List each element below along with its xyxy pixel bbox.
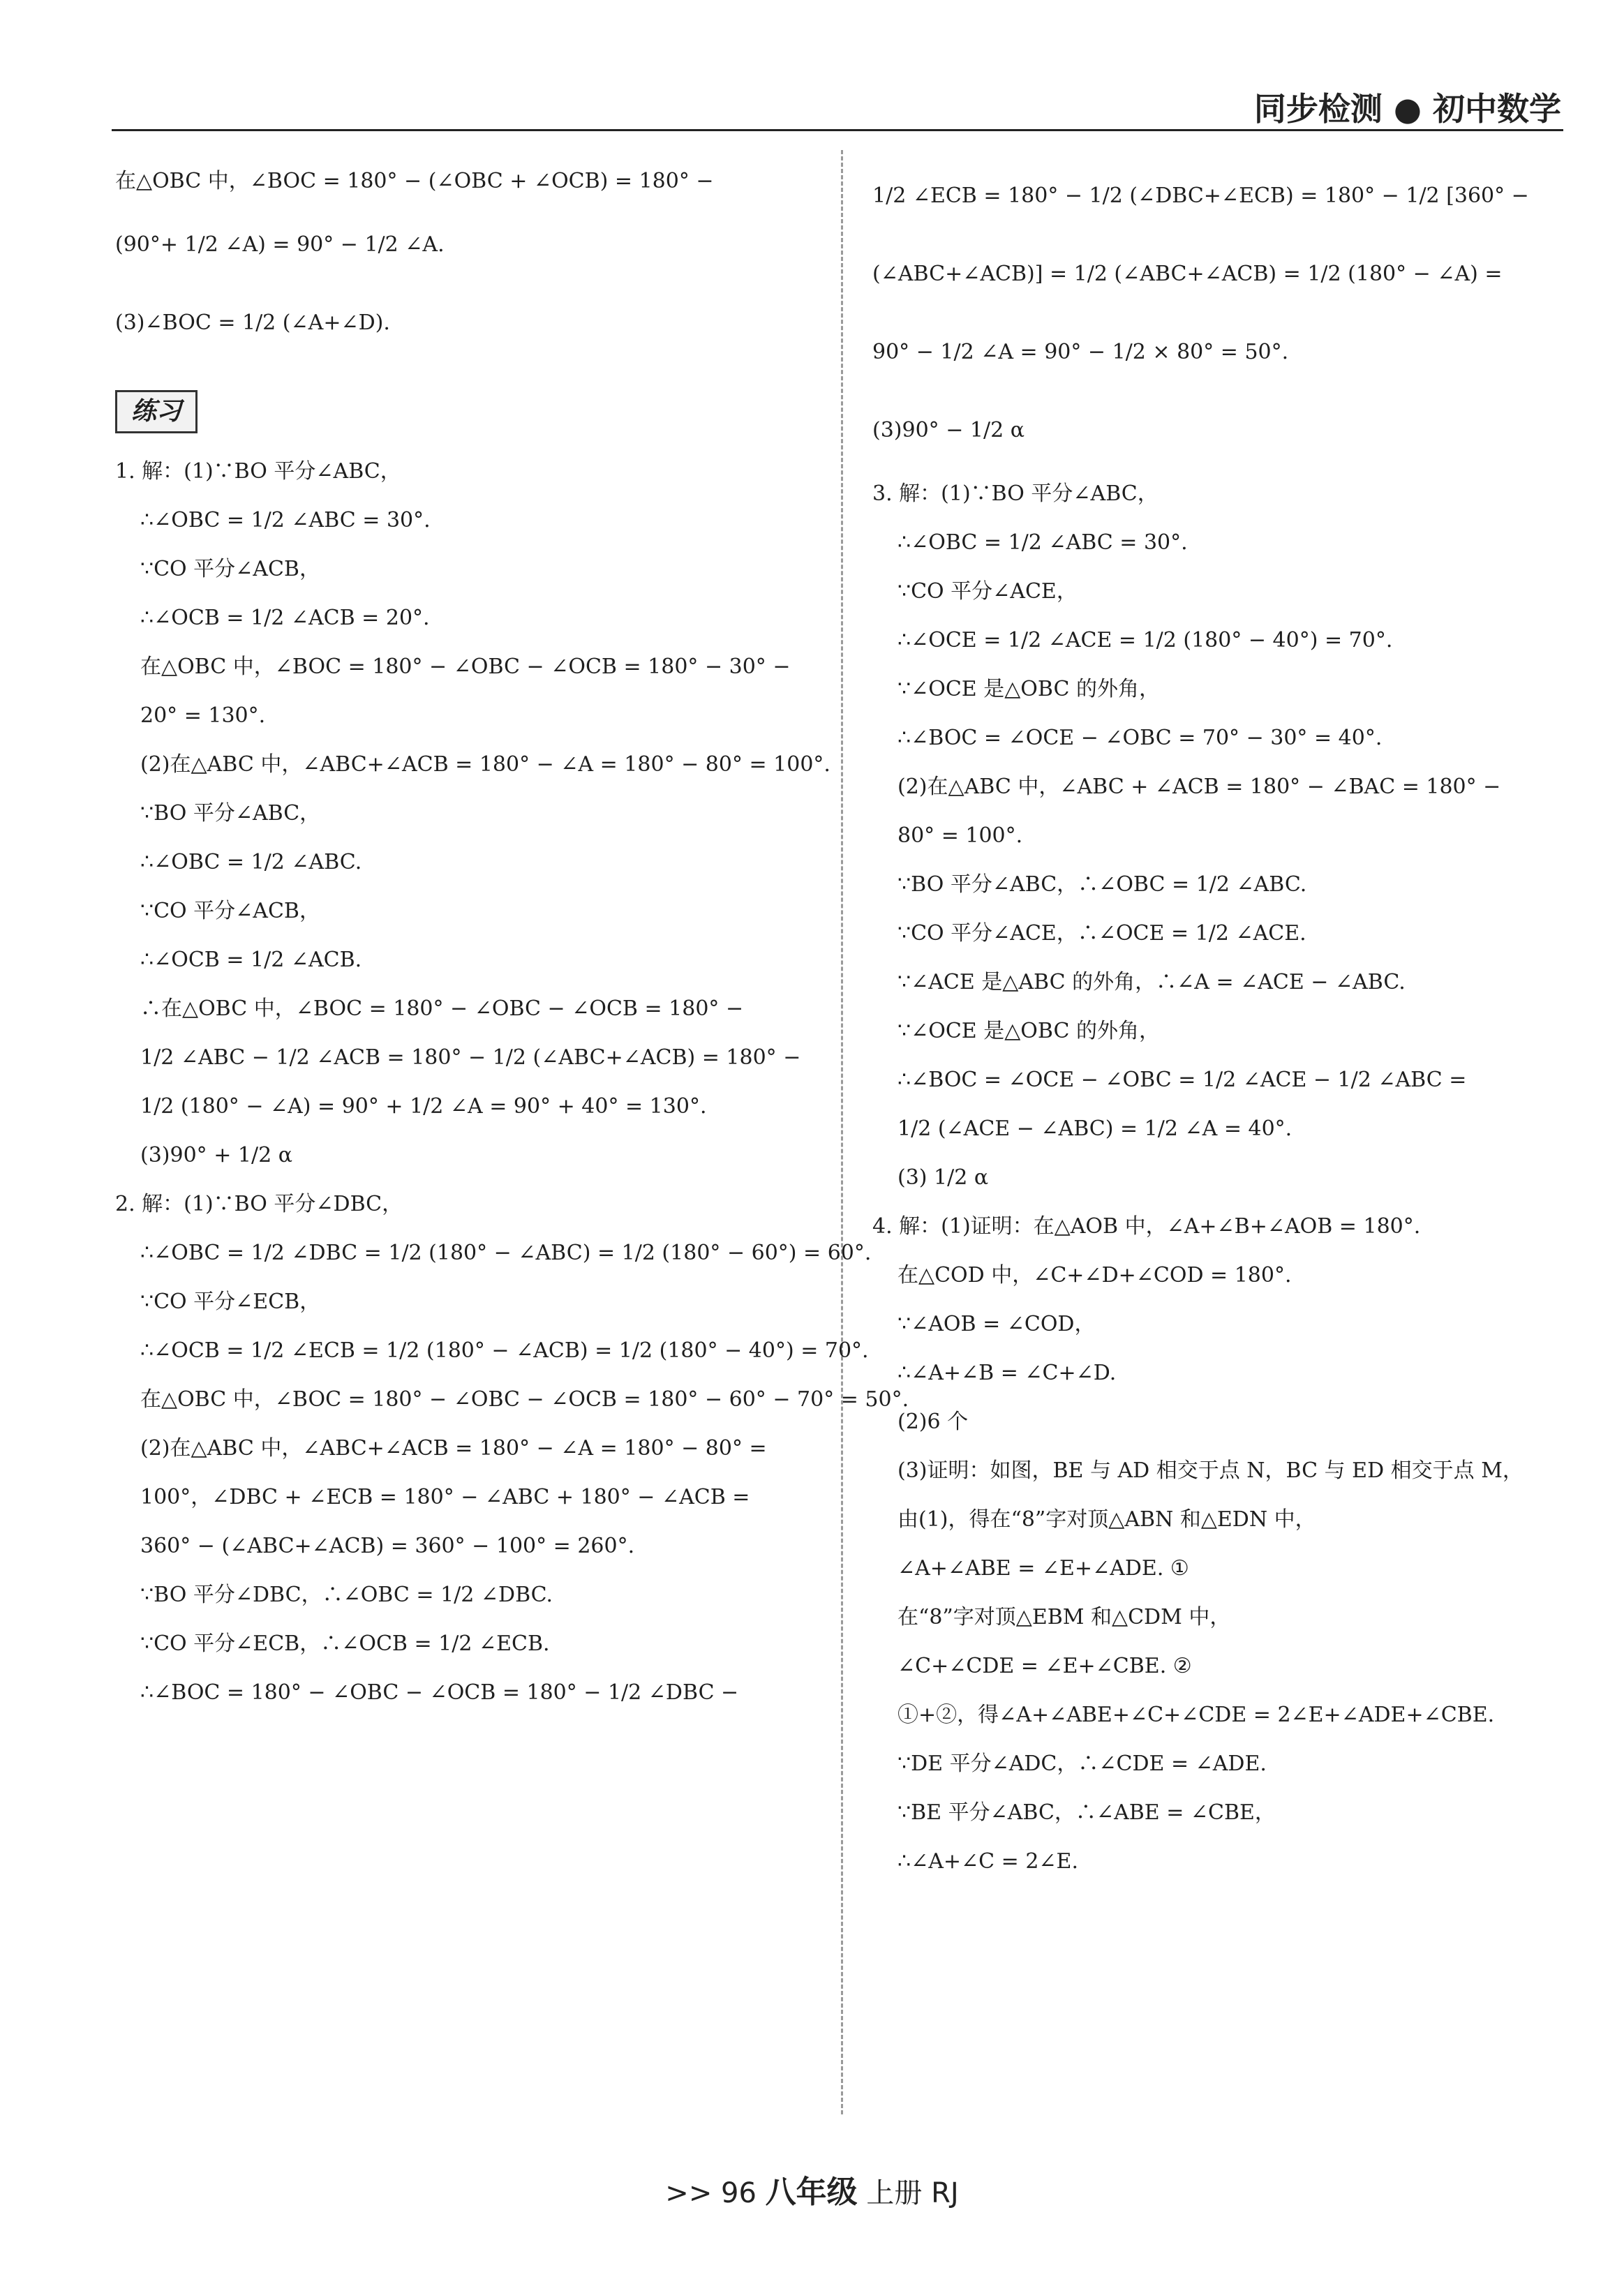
volume-label: 上册 [866,2177,923,2209]
text-line: ∴∠OCE = 1/2 ∠ACE = 1/2 (180° − 40°) = 70°. [897,628,1393,652]
text-line: ∠A+∠ABE = ∠E+∠ADE. ① [897,1556,1189,1581]
text-line: 在△COD 中，∠C+∠D+∠COD = 180°. [897,1263,1292,1287]
header-title-text: 同步检测 ● 初中数学 [1253,90,1561,128]
text-line: (3)90° + 1/2 α [140,1143,292,1167]
text-line: ∴∠OBC = 1/2 ∠ABC = 30°. [140,508,431,532]
text-line: ∵DE 平分∠ADC，∴∠CDE = ∠ADE. [897,1752,1267,1776]
text-line: (2)在△ABC 中，∠ABC + ∠ACB = 180° − ∠BAC = 180° − [897,775,1501,799]
text-line: ∵∠OCE 是△OBC 的外角， [897,1019,1160,1043]
text-line: 在△OBC 中，∠BOC = 180° − (∠OBC + ∠OCB) = 180° − [115,169,714,193]
text-line: ∴∠OCB = 1/2 ∠ACB = 20°. [140,606,430,630]
text-line: 由(1)，得在“8”字对顶△ABN 和△EDN 中， [897,1507,1316,1532]
text-line: ∵∠ACE 是△ABC 的外角，∴∠A = ∠ACE − ∠ABC. [897,970,1406,994]
page-footer [0,2167,1624,2211]
text-line: ∴∠OBC = 1/2 ∠ABC. [140,850,362,874]
text-line: 在△OBC 中，∠BOC = 180° − ∠OBC − ∠OCB = 180° − 30° − [140,655,791,679]
text-line: 在“8”字对顶△EBM 和△CDM 中， [897,1605,1231,1629]
text-line: ∵∠OCE 是△OBC 的外角， [897,677,1160,701]
edition-label: RJ [931,2177,959,2209]
header-title [1254,84,1561,130]
text-line: (∠ABC+∠ACB)] = 1/2 (∠ABC+∠ACB) = 1/2 (180° − ∠A) = [872,262,1503,286]
text-line: ∴∠OBC = 1/2 ∠DBC = 1/2 (180° − ∠ABC) = 1/2 (180° − 60°) = 60°. [140,1241,872,1265]
text-line: ∵BE 平分∠ABC，∴∠ABE = ∠CBE， [897,1800,1276,1825]
text-line: ∴∠A+∠C = 2∠E. [897,1849,1078,1874]
right-column [872,157,1563,1886]
text-line: ∴∠BOC = ∠OCE − ∠OBC = 1/2 ∠ACE − 1/2 ∠ABC = [897,1068,1467,1092]
text-line: ①+②，得∠A+∠ABE+∠C+∠CDE = 2∠E+∠ADE+∠CBE. [897,1703,1495,1727]
text-line: (3)证明：如图，BE 与 AD 相交于点 N，BC 与 ED 相交于点 M， [897,1458,1524,1483]
question-heading: 4. 解：(1)证明：在△AOB 中，∠A+∠B+∠AOB = 180°. [872,1214,1421,1239]
text-line: 1/2 ∠ECB = 180° − 1/2 (∠DBC+∠ECB) = 180° − 1/2 [360° − [872,184,1529,208]
text-line: ∵BO 平分∠ABC，∴∠OBC = 1/2 ∠ABC. [897,872,1307,897]
text-line: ∵CO 平分∠ACB， [140,557,320,581]
text-line: (90°+ 1/2 ∠A) = 90° − 1/2 ∠A. [115,232,445,257]
column-divider [841,150,843,2114]
text-line: ∵CO 平分∠ECB，∴∠OCB = 1/2 ∠ECB. [140,1632,550,1656]
text-line: ∴∠OCB = 1/2 ∠ECB = 1/2 (180° − ∠ACB) = 1/2 (180° − 40°) = 70°. [140,1338,869,1363]
text-line: ∵∠AOB = ∠COD， [897,1312,1096,1336]
text-line: ∠C+∠CDE = ∠E+∠CBE. ② [897,1654,1192,1678]
text-line: ∴在△OBC 中，∠BOC = 180° − ∠OBC − ∠OCB = 180° − [140,996,744,1021]
text-line: (2)在△ABC 中，∠ABC+∠ACB = 180° − ∠A = 180° − 80° = [140,1436,767,1461]
text-line: ∵BO 平分∠ABC， [140,801,321,826]
text-line: ∴∠OBC = 1/2 ∠ABC = 30°. [897,530,1188,555]
text-line: ∴∠BOC = 180° − ∠OBC − ∠OCB = 180° − 1/2 ∠DBC − [140,1680,739,1705]
text-line: 1/2 ∠ABC − 1/2 ∠ACB = 180° − 1/2 (∠ABC+∠ACB) = 180° − [140,1045,801,1070]
text-line: ∵CO 平分∠ACE， [897,579,1078,604]
text-line: ∵CO 平分∠ACB， [140,899,320,923]
page-number: >> 96 [665,2177,757,2209]
text-line: (3)90° − 1/2 α [872,418,1025,442]
text-line: 1/2 (180° − ∠A) = 90° + 1/2 ∠A = 90° + 40° = 130°. [140,1094,707,1119]
text-line: 在△OBC 中，∠BOC = 180° − ∠OBC − ∠OCB = 180° − 60° − 70° = 50°. [140,1387,909,1412]
left-column [115,157,909,1717]
text-line: ∵CO 平分∠ECB， [140,1290,321,1314]
text-line: 360° − (∠ABC+∠ACB) = 360° − 100° = 260°. [140,1534,635,1558]
text-line: ∴∠A+∠B = ∠C+∠D. [897,1361,1117,1385]
question-heading: 3. 解：(1)∵BO 平分∠ABC， [872,481,1159,506]
text-line: (2)6 个 [897,1410,969,1434]
question-heading: 2. 解：(1)∵BO 平分∠DBC， [115,1192,403,1216]
text-line: (3)∠BOC = 1/2 (∠A+∠D). [115,311,390,335]
text-line: 20° = 130°. [140,703,266,728]
text-line: 80° = 100°. [897,823,1023,848]
question-heading: 1. 解：(1)∵BO 平分∠ABC， [115,459,401,484]
section-label: 练习 [115,390,198,433]
text-line: ∴∠OCB = 1/2 ∠ACB. [140,948,362,972]
text-line: ∵BO 平分∠DBC，∴∠OBC = 1/2 ∠DBC. [140,1583,553,1607]
header-rule [112,129,1563,131]
text-line: 100°，∠DBC + ∠ECB = 180° − ∠ABC + 180° − ∠ACB = [140,1485,750,1509]
text-line: (2)在△ABC 中，∠ABC+∠ACB = 180° − ∠A = 180° − 80° = 100°. [140,752,830,777]
text-line: 90° − 1/2 ∠A = 90° − 1/2 × 80° = 50°. [872,340,1289,364]
text-line: ∵CO 平分∠ACE，∴∠OCE = 1/2 ∠ACE. [897,921,1306,946]
grade-label: 八年级 [765,2174,858,2210]
text-line: 1/2 (∠ACE − ∠ABC) = 1/2 ∠A = 40°. [897,1117,1293,1141]
text-line: (3) 1/2 α [897,1165,989,1190]
text-line: ∴∠BOC = ∠OCE − ∠OBC = 70° − 30° = 40°. [897,726,1383,750]
